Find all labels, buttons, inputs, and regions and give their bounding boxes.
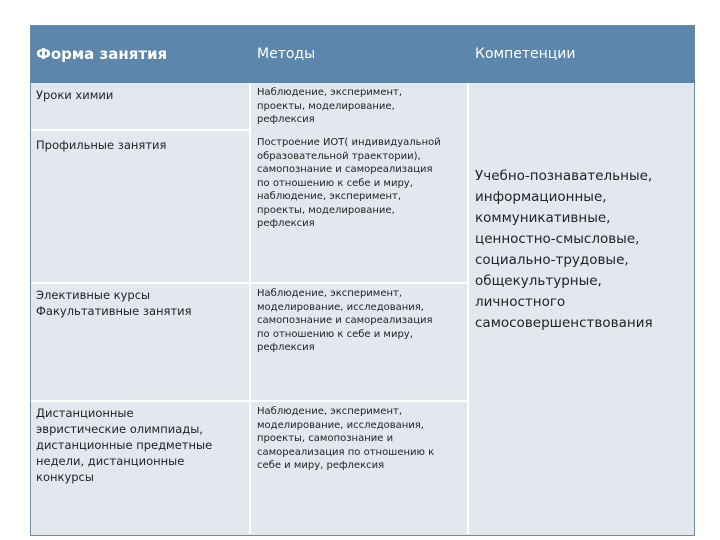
row-1-form: Уроки химии <box>36 88 114 102</box>
column-divider <box>249 83 251 534</box>
header-methods: Методы <box>257 46 316 62</box>
competence-table <box>30 25 695 536</box>
row-divider <box>30 400 467 402</box>
column-divider <box>467 83 469 534</box>
row-2-methods: Построение ИОТ( индивидуальной образовательной траектории), самопознание и самореализация по отношению к себе и миру, наблюдение, эксперимент, проекты, моделирование, рефлексия <box>257 137 441 229</box>
row-1-methods: Наблюдение, эксперимент, проекты, моделирование, рефлексия <box>257 87 403 125</box>
row-3-methods: Наблюдение, эксперимент, моделирование, исследования, самопознание и самореализация по отношению к себе и миру, рефлексия <box>257 288 433 353</box>
row-2-form: Профильные занятия <box>36 138 167 152</box>
row-divider <box>30 129 249 131</box>
row-4-form: Дистанционные эвристические олимпиады, дистанционные предметные недели, дистанционные конкурсы <box>36 406 213 484</box>
row-divider <box>30 282 467 284</box>
row-4-methods: Наблюдение, эксперимент, моделирование, исследования, проекты, самопознание и самореализация по отношению к себе и миру, рефлексия <box>257 406 435 471</box>
row-3-form: Элективные курсы Факультативные занятия <box>36 288 192 318</box>
header-competences: Компетенции <box>475 46 576 62</box>
competences-list: Учебно-познавательные, информационные, коммуникативные, ценностно-смысловые, социально-трудовые, общекультурные, личностного самосовершенствования <box>475 168 653 331</box>
header-form: Форма занятия <box>36 45 168 63</box>
